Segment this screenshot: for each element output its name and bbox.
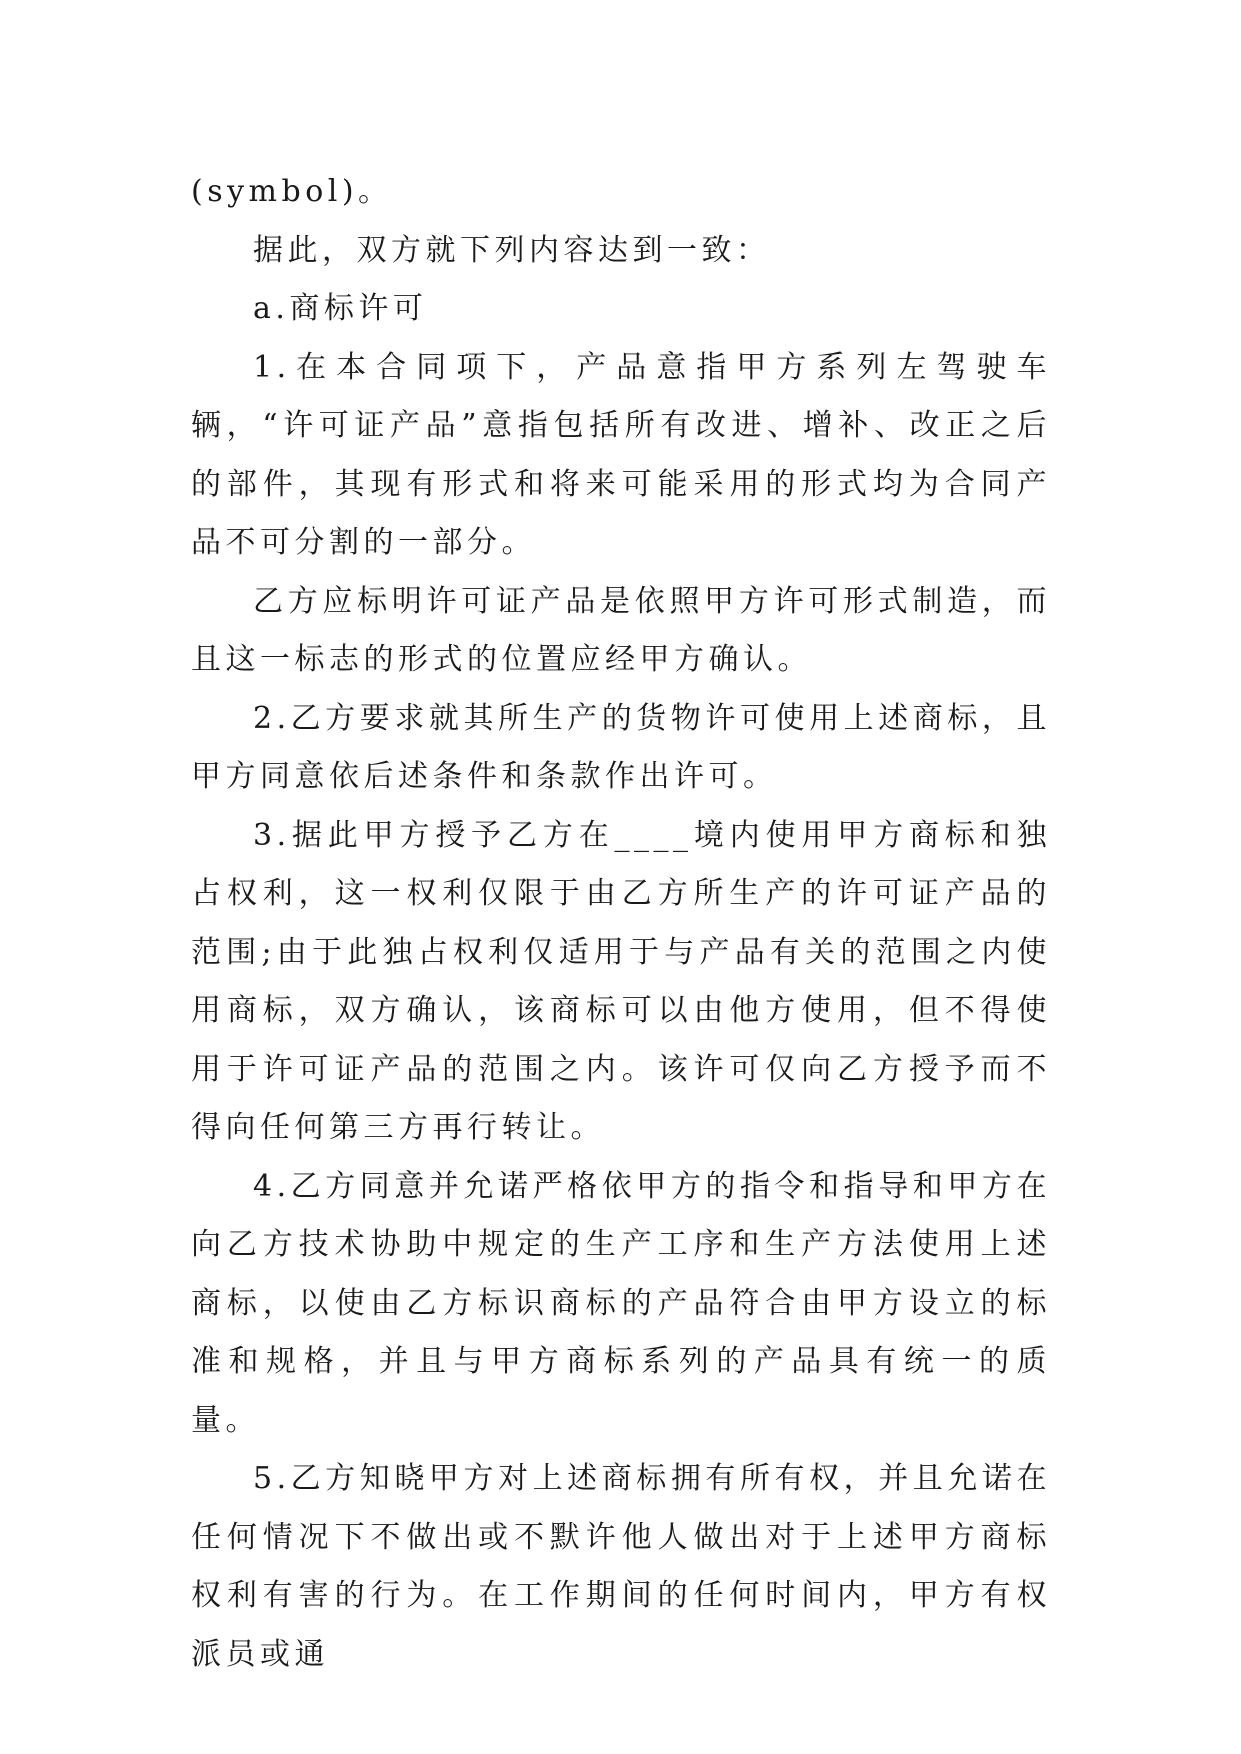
paragraph-symbol-continuation: (symbol)。 — [191, 174, 393, 209]
paragraph-agreement-intro: 据此，双方就下列内容达到一致： — [253, 232, 771, 268]
paragraph-clause-3: 3.据此甲方授予乙方在____境内使用甲方商标和独占权利，这一权利仅限于由乙方所生产的许可证产品的范围;由于此独占权利仅适用于与产品有关的范围之内使用商标，双方确认，该商标可以由他方使用，但不得使用于许可证产品的范围之内。该许可仅向乙方授予而不得向任何第三方再行转让。 — [191, 817, 1051, 1145]
section-heading-trademark-license: a.商标许可 — [253, 291, 428, 326]
paragraph-clause-5: 5.乙方知晓甲方对上述商标拥有所有权，并且允诺在任何情况下不做出或不默许他人做出对于上述甲方商标权利有害的行为。在工作期间的任何时间内，甲方有权派员或通 — [191, 1461, 1051, 1672]
paragraph-clause-1: 1.在本合同项下，产品意指甲方系列左驾驶车辆，“许可证产品”意指包括所有改进、增补、改正之后的部件，其现有形式和将来可能采用的形式均为合同产品不可分割的一部分。 — [191, 349, 1051, 560]
paragraph-clause-2: 2.乙方要求就其所生产的货物许可使用上述商标，且甲方同意依后述条件和条款作出许可。 — [191, 700, 1051, 794]
paragraph-clause-1-marking: 乙方应标明许可证产品是依照甲方许可形式制造，而且这一标志的形式的位置应经甲方确认。 — [191, 583, 1051, 677]
document-body — [191, 163, 1051, 1684]
paragraph-clause-4: 4.乙方同意并允诺严格依甲方的指令和指导和甲方在向乙方技术协助中规定的生产工序和生产方法使用上述商标，以使由乙方标识商标的产品符合由甲方设立的标准和规格，并且与甲方商标系列的产品具有统一的质量。 — [191, 1168, 1051, 1438]
